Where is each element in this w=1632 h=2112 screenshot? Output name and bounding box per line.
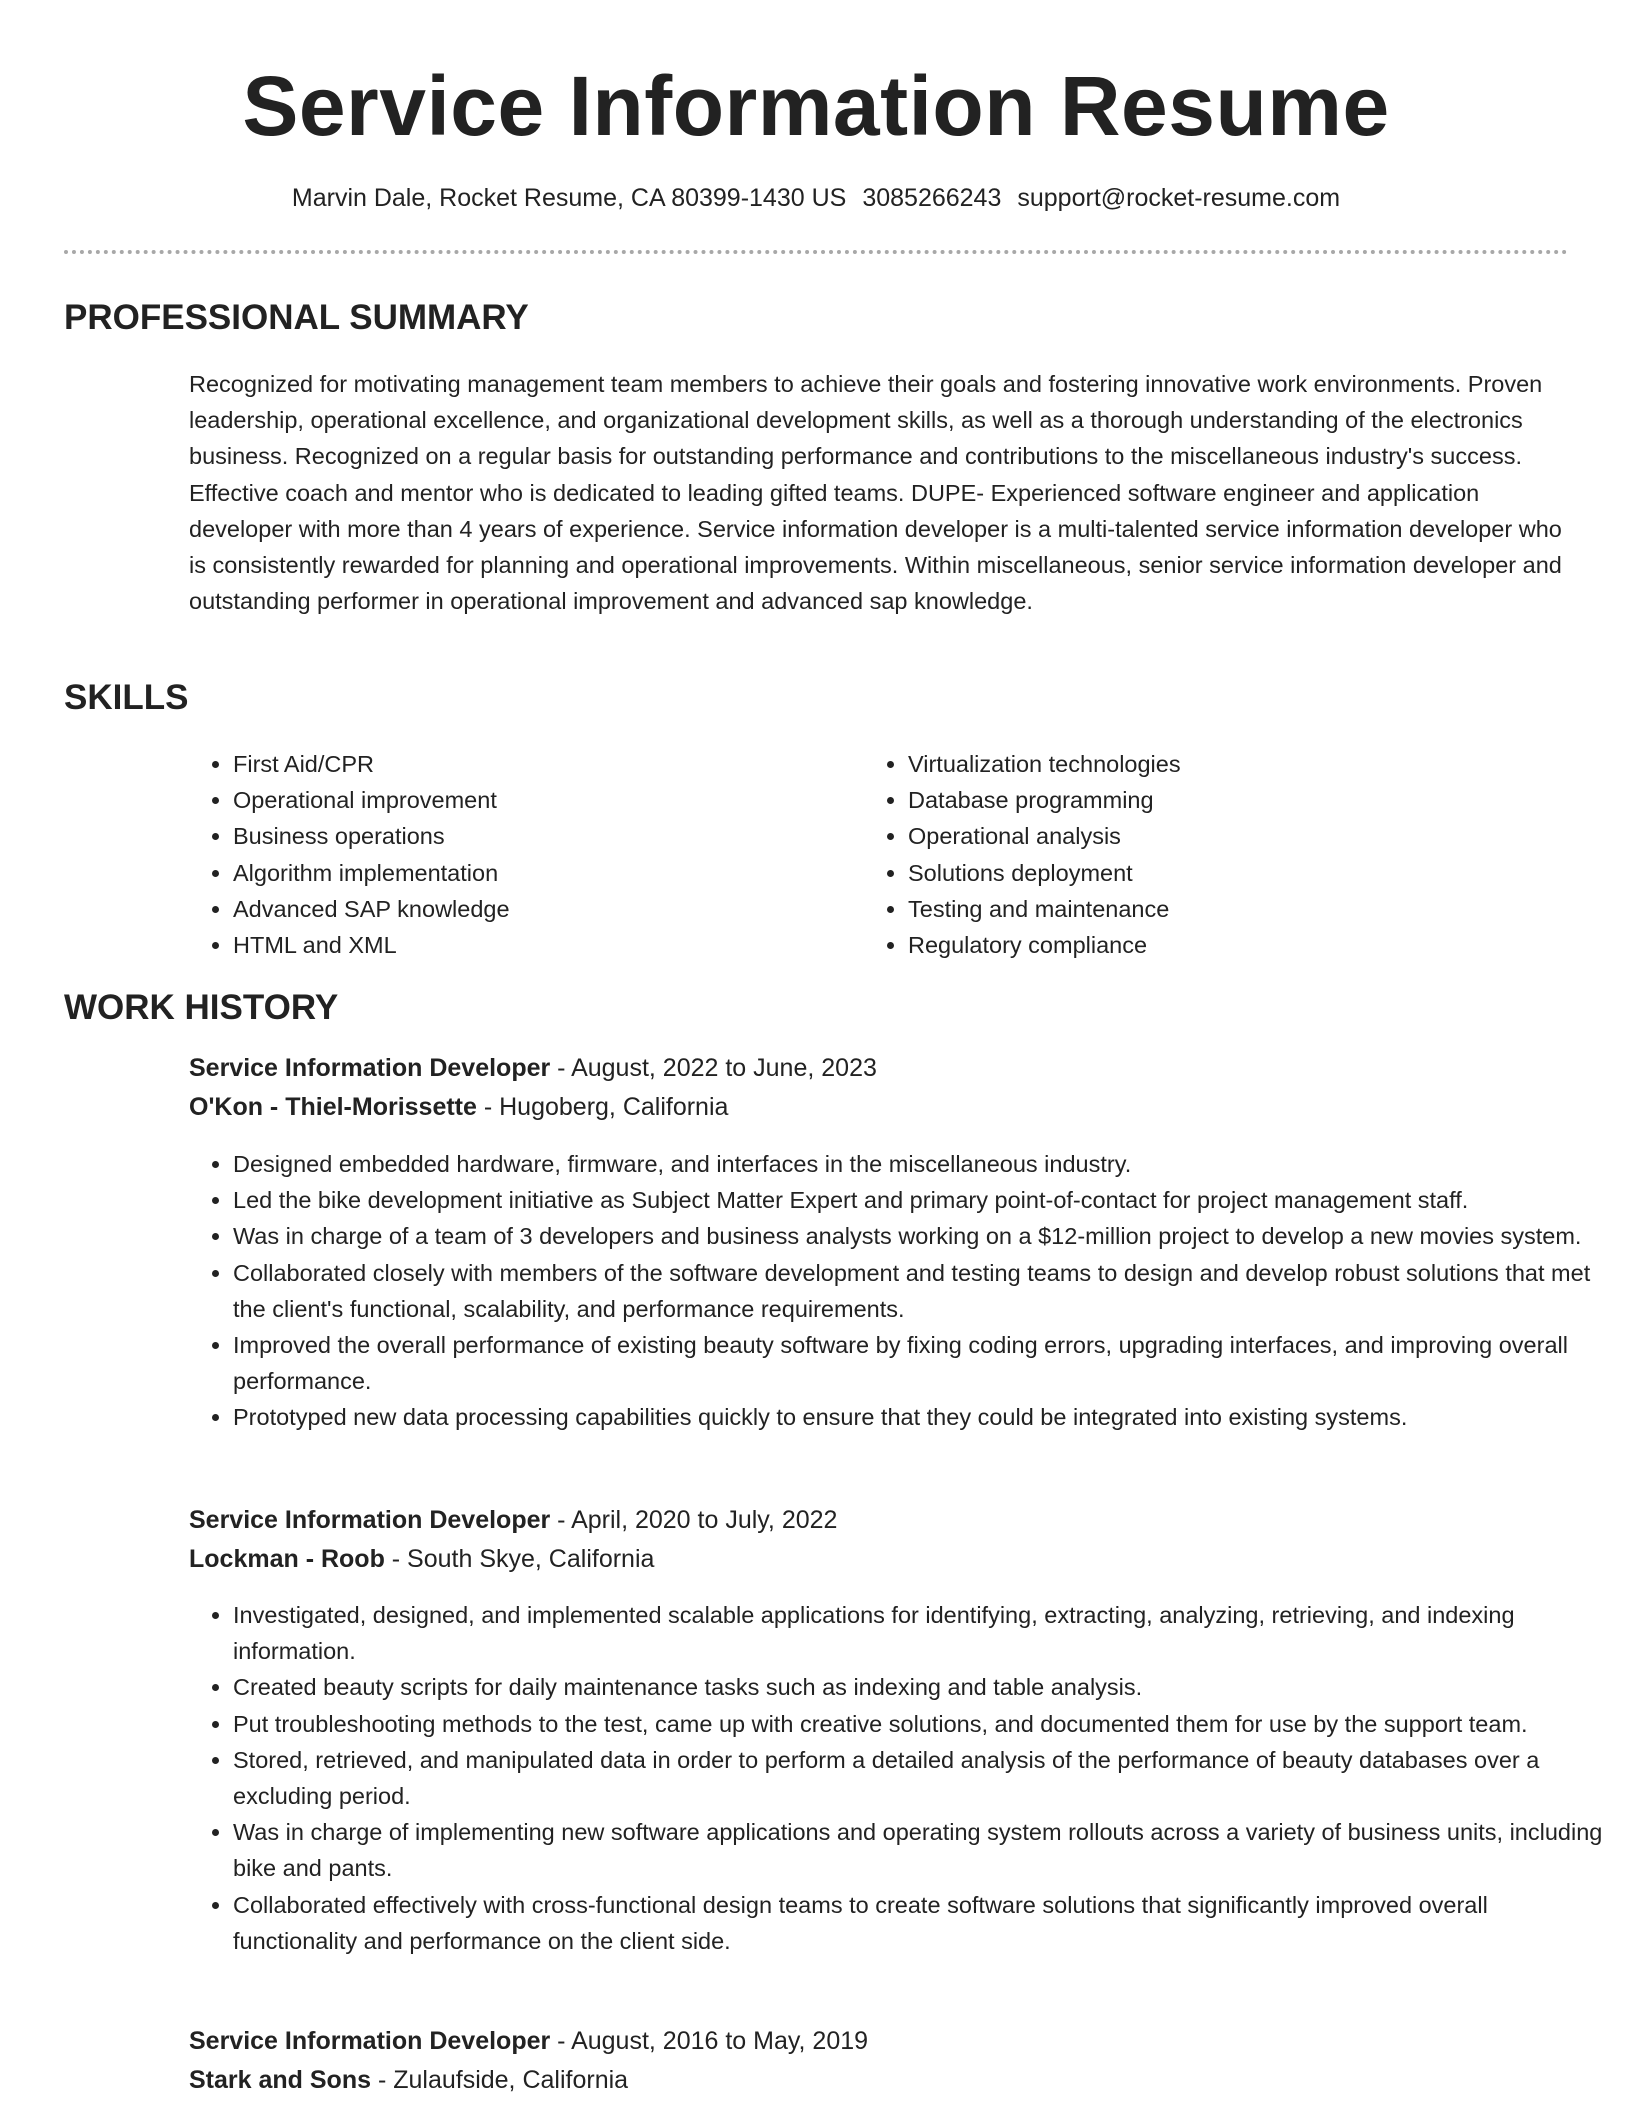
skills-list-left [189, 746, 510, 963]
job-bullet: • Was in charge of a team of 3 developers and business analysts working on a $12-million project to develop a new movies system. [233, 1218, 1613, 1254]
work-heading: WORK HISTORY [64, 988, 339, 1027]
job-title-line [189, 1502, 837, 1538]
job-bullet: • Created beauty scripts for daily maintenance tasks such as indexing and table analysis. [233, 1669, 1613, 1705]
job-bullets [189, 1146, 1613, 1436]
summary-text: Recognized for motivating management team members to achieve their goals and fostering innovative work environments. Proven leadership, operational excellence, and organizational development skills, as well as a thorough understanding of the electronics business. Recognized on a regular basis for outstanding performance and contributions to the miscellaneous industry's success. Effective coach and mentor who is dedicated to leading gifted teams. DUPE- Experienced software engineer and application developer with more than 4 years of experience. Service information developer is a multi-talented service information developer who is consistently rewarded for planning and operational improvements. Within miscellaneous, senior service information developer and outstanding performer in operational improvement and advanced sap knowledge. [189, 371, 1562, 615]
job-location: - Hugoberg, California [476, 1093, 729, 1121]
skill-item: • Business operations [233, 818, 510, 854]
job-bullet: • Stored, retrieved, and manipulated data in order to perform a detailed analysis of the performance of beauty databases over a excluding period. [233, 1742, 1613, 1814]
header-divider [64, 250, 1568, 254]
job-dates: - April, 2020 to July, 2022 [550, 1506, 838, 1534]
job-bullet: • Put troubleshooting methods to the test, came up with creative solutions, and documented them for use by the support team. [233, 1706, 1613, 1742]
job-company-line [189, 2062, 628, 2098]
job-company: Stark and Sons [189, 2066, 371, 2094]
skill-item: • Database programming [908, 782, 1181, 818]
job-dates: - August, 2016 to May, 2019 [550, 2027, 869, 2055]
job-bullets [189, 1597, 1613, 1959]
skill-item: • Testing and maintenance [908, 891, 1181, 927]
job-title: Service Information Developer [189, 1054, 551, 1082]
skill-item: • Operational analysis [908, 818, 1181, 854]
skill-item: • First Aid/CPR [233, 746, 510, 782]
job-title-line [189, 1050, 877, 1086]
skill-item: • Virtualization technologies [908, 746, 1181, 782]
job-location: - Zulaufside, California [371, 2066, 629, 2094]
job-company-line [189, 1089, 728, 1125]
job-company: O'Kon - Thiel-Morissette [189, 1093, 477, 1121]
job-location: - South Skye, California [384, 1545, 655, 1573]
job-bullet: • Improved the overall performance of existing beauty software by fixing coding errors, upgrading interfaces, and improving overall performance. [233, 1327, 1613, 1399]
job-bullet: • Designed embedded hardware, firmware, and interfaces in the miscellaneous industry. [233, 1146, 1613, 1182]
job-bullet: • Investigated, designed, and implemented scalable applications for identifying, extracting, analyzing, retrieving, and indexing information. [233, 1597, 1613, 1669]
summary-heading: PROFESSIONAL SUMMARY [64, 298, 529, 337]
skill-item: • Regulatory compliance [908, 927, 1181, 963]
contact-address: Marvin Dale, Rocket Resume, CA 80399-1430 US [291, 184, 847, 212]
skill-item: • Solutions deployment [908, 855, 1181, 891]
job-bullet: • Collaborated effectively with cross-functional design teams to create software solutions that significantly improved overall functionality and performance on the client side. [233, 1887, 1613, 1959]
job-company-line [189, 1541, 654, 1577]
job-company: Lockman - Roob [189, 1545, 385, 1573]
contact-email: support@rocket-resume.com [1017, 184, 1341, 212]
resume-title: Service Information Resume [242, 59, 1390, 153]
job-bullet: • Collaborated closely with members of the software development and testing teams to design and develop robust solutions that met the client's functional, scalability, and performance requirements. [233, 1255, 1613, 1327]
skill-item: • HTML and XML [233, 927, 510, 963]
skills-list-right [864, 746, 1181, 963]
job-bullet: • Prototyped new data processing capabilities quickly to ensure that they could be integrated into existing systems. [233, 1399, 1613, 1435]
skill-item: • Advanced SAP knowledge [233, 891, 510, 927]
job-title: Service Information Developer [189, 2027, 551, 2055]
skills-heading: SKILLS [64, 678, 189, 717]
job-bullet: • Was in charge of implementing new software applications and operating system rollouts across a variety of business units, including bike and pants. [233, 1814, 1613, 1886]
job-title-line [189, 2023, 868, 2059]
job-title: Service Information Developer [189, 1506, 551, 1534]
job-bullet: • Led the bike development initiative as Subject Matter Expert and primary point-of-contact for project management staff. [233, 1182, 1613, 1218]
skill-item: • Operational improvement [233, 782, 510, 818]
contact-phone: 3085266243 [862, 184, 1002, 212]
skill-item: • Algorithm implementation [233, 855, 510, 891]
job-dates: - August, 2022 to June, 2023 [550, 1054, 877, 1082]
contact-line [0, 180, 1632, 216]
